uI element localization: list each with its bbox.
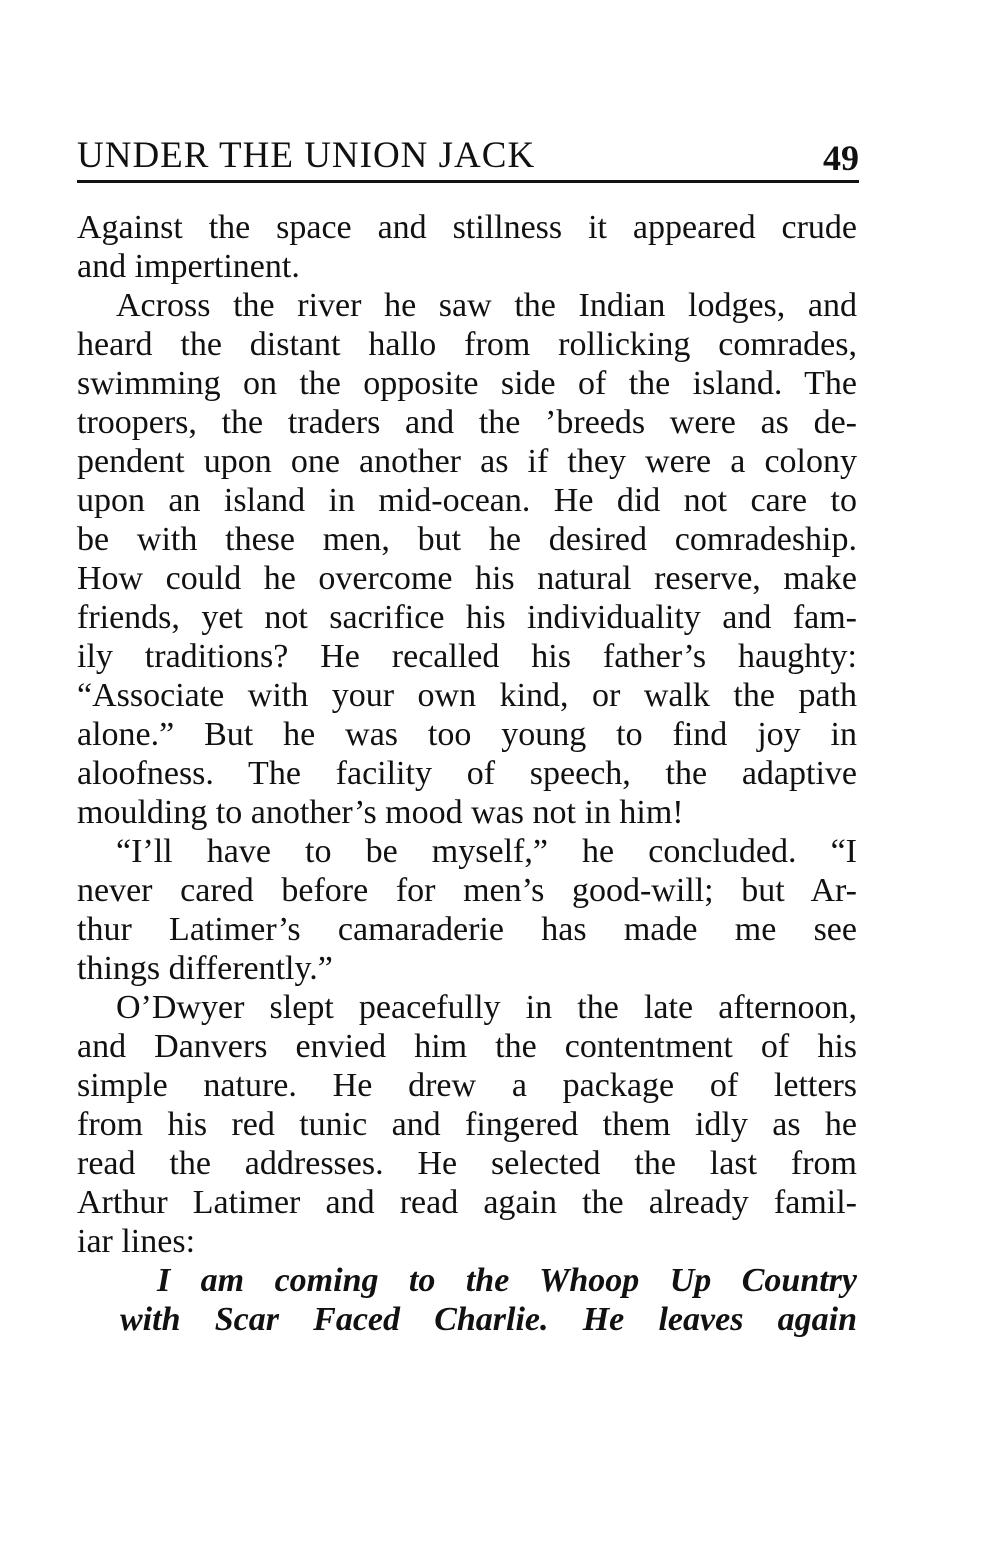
text-line: “I’ll have to be myself,” he concluded. “I — [116, 833, 857, 870]
text-line: upon an island in mid-ocean. He did not care to — [77, 482, 857, 519]
text-line: and impertinent. — [77, 248, 300, 285]
text-line: alone.” But he was too young to find joy in — [77, 716, 857, 753]
text-line: things differently.” — [77, 950, 333, 987]
running-title: UNDER THE UNION JACK — [77, 135, 536, 176]
text-line: moulding to another’s mood was not in him! — [77, 794, 684, 831]
text-line: iar lines: — [77, 1223, 196, 1260]
text-line: and Danvers envied him the contentment of his — [77, 1028, 857, 1065]
text-line: Arthur Latimer and read again the already famil- — [77, 1184, 857, 1221]
text-line: ily traditions? He recalled his father’s haughty: — [77, 638, 857, 675]
text-line: thur Latimer’s camaraderie has made me see — [77, 911, 857, 948]
text-line: friends, yet not sacrifice his individuality and fam- — [77, 599, 857, 636]
text-line: swimming on the opposite side of the island. The — [77, 365, 857, 402]
text-line: “Associate with your own kind, or walk the path — [77, 677, 857, 714]
quoted-letter-line: with Scar Faced Charlie. He leaves again — [120, 1301, 857, 1338]
page-header — [77, 126, 859, 183]
text-line: How could he overcome his natural reserve, make — [77, 560, 857, 597]
page-number: 49 — [823, 138, 859, 178]
text-line: heard the distant hallo from rollicking comrades, — [77, 326, 857, 363]
text-line: aloofness. The facility of speech, the adaptive — [77, 755, 857, 792]
text-line: Against the space and stillness it appeared crude — [77, 209, 857, 246]
quoted-letter-line: I am coming to the Whoop Up Country — [157, 1262, 857, 1299]
text-line: Across the river he saw the Indian lodges, and — [116, 287, 857, 324]
text-line: O’Dwyer slept peacefully in the late afternoon, — [116, 989, 857, 1026]
body-text — [77, 208, 857, 1339]
text-line: never cared before for men’s good-will; but Ar- — [77, 872, 857, 909]
text-line: pendent upon one another as if they were a colony — [77, 443, 857, 480]
text-line: read the addresses. He selected the last from — [77, 1145, 857, 1182]
text-line: simple nature. He drew a package of letters — [77, 1067, 857, 1104]
text-line: be with these men, but he desired comradeship. — [77, 521, 857, 558]
text-line: troopers, the traders and the ’breeds were as de- — [77, 404, 857, 441]
text-line: from his red tunic and fingered them idly as he — [77, 1106, 857, 1143]
